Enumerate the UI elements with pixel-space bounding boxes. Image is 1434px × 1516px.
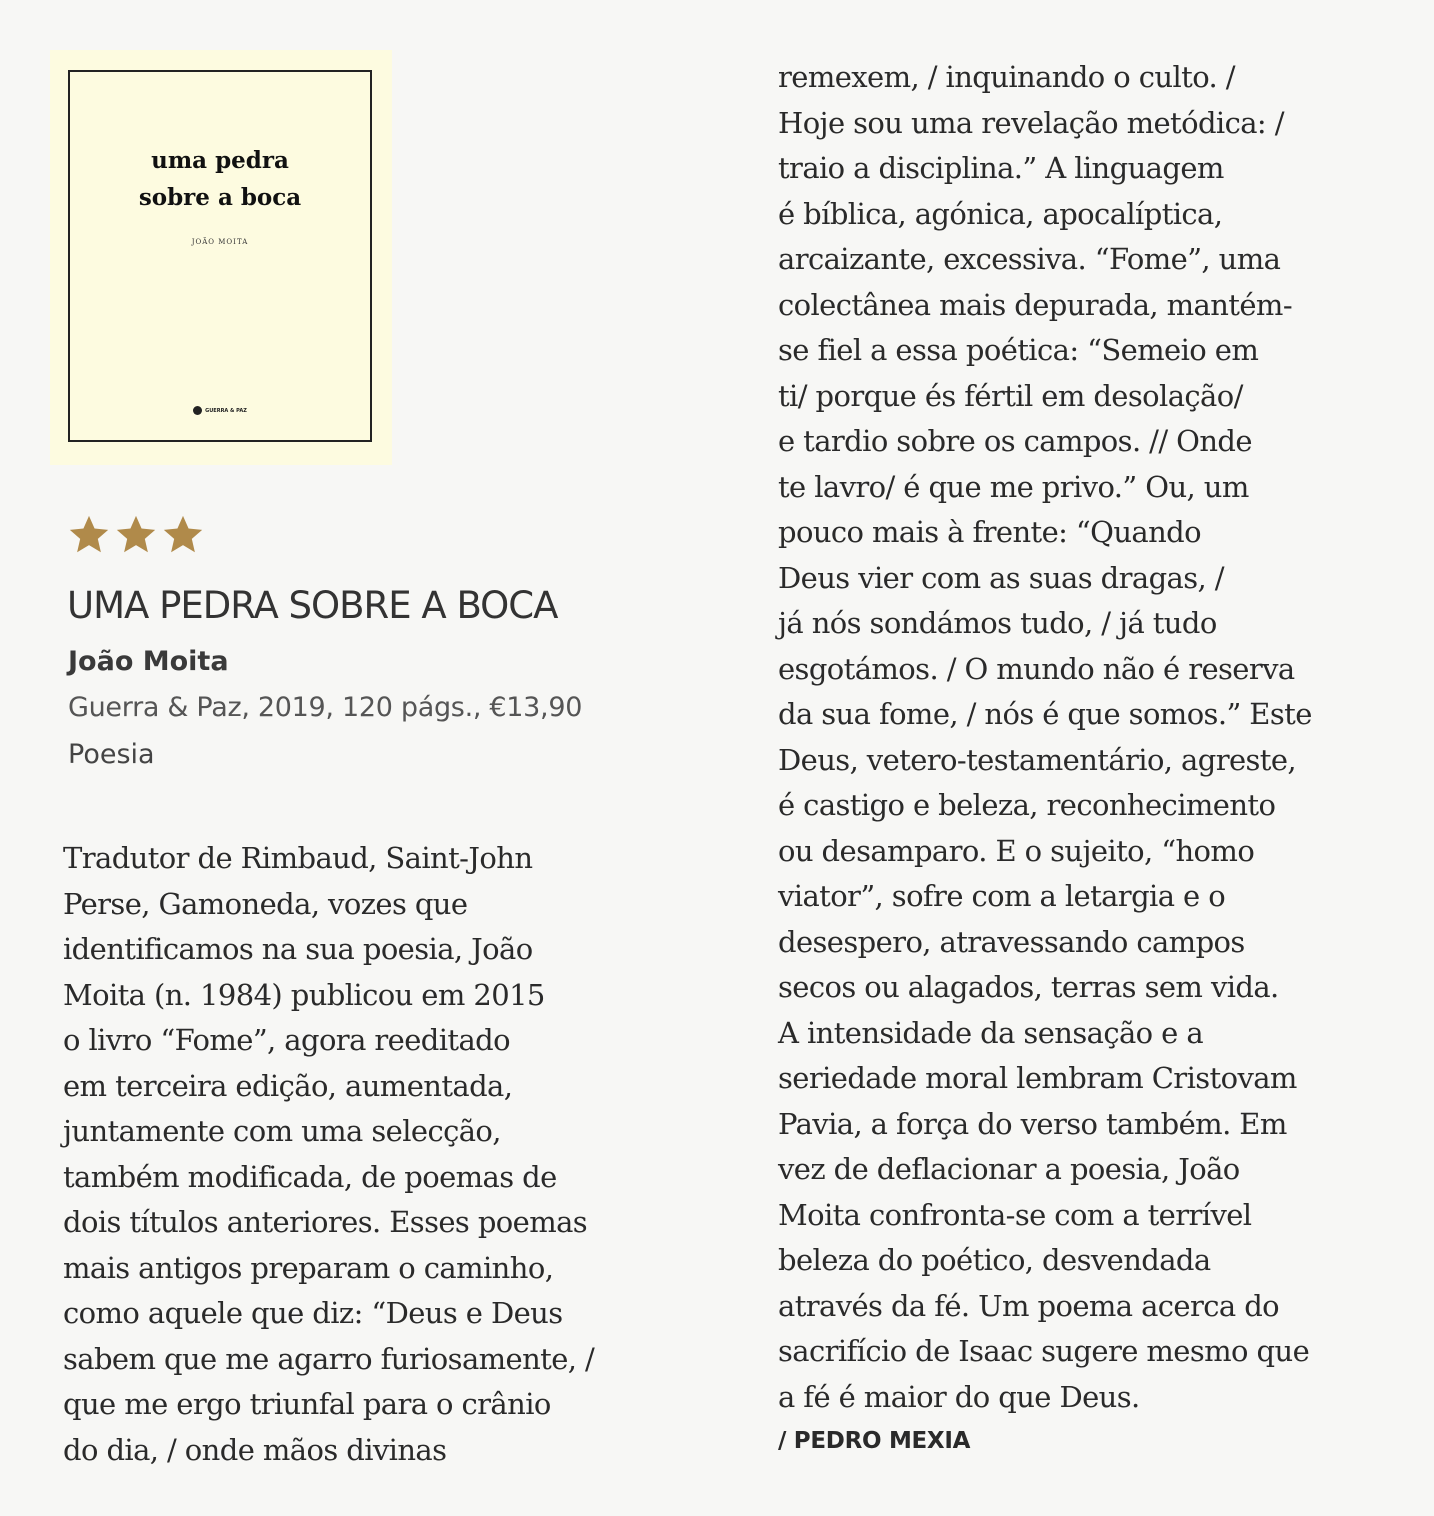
review-text-line: Deus, vetero-testamentário, agreste, <box>778 742 1297 777</box>
review-text-line: é bíblica, agónica, apocalíptica, <box>778 196 1223 231</box>
review-text-line: pouco mais à frente: “Quando <box>778 515 1202 549</box>
book-cover-image <box>50 50 392 465</box>
review-text-line: remexem, / inquinando o culto. / <box>778 60 1235 94</box>
publisher-name: GUERRA & PAZ <box>205 407 247 414</box>
review-text-line: e tardio sobre os campos. // Onde <box>778 424 1252 458</box>
book-publication-details: Guerra & Paz, 2019, 120 págs., €13,90 <box>68 692 583 723</box>
review-text-line: da sua fome, / nós é que somos.” Este <box>778 697 1312 731</box>
review-text-line: ou desamparo. E o sujeito, “homo <box>778 833 1255 868</box>
star-icon <box>113 512 159 558</box>
star-icon <box>66 512 112 558</box>
review-text-line: Tradutor de Rimbaud, Saint-John <box>63 841 533 875</box>
book-genre: Poesia <box>68 739 155 770</box>
review-text-line: te lavro/ é que me privo.” Ou, um <box>778 469 1249 504</box>
review-text-line: Deus vier com as suas dragas, / <box>778 560 1224 595</box>
review-text-line: já nós sondámos tudo, / já tudo <box>778 606 1217 640</box>
review-text-line: seriedade moral lembram Cristovam <box>778 1061 1297 1095</box>
review-text-line: Pavia, a força do verso também. Em <box>778 1106 1287 1141</box>
cover-publisher <box>70 406 370 415</box>
review-text-line: a fé é maior do que Deus. <box>778 1379 1140 1414</box>
review-text-line: também modificada, de poemas de <box>63 1159 557 1194</box>
cover-frame <box>68 70 372 442</box>
review-signature: / PEDRO MEXIA <box>778 1428 971 1454</box>
review-text-line: através da fé. Um poema acerca do <box>778 1288 1280 1323</box>
review-text-line: sabem que me agarro furiosamente, / <box>63 1341 595 1376</box>
review-text-line: é castigo e beleza, reconhecimento <box>778 788 1276 822</box>
publisher-logo-icon <box>193 406 202 415</box>
review-text-line: secos ou alagados, terras sem vida. <box>778 970 1279 1004</box>
review-text-line: beleza do poético, desvendada <box>778 1243 1211 1277</box>
review-column-left <box>63 836 594 1473</box>
review-text-line: traio a disciplina.” A linguagem <box>778 151 1224 185</box>
review-text-line: sacrifício de Isaac sugere mesmo que <box>778 1334 1310 1368</box>
review-text-line: mais antigos preparam o caminho, <box>63 1250 554 1285</box>
cover-author: JOÃO MOITA <box>191 238 249 246</box>
review-text-line: ti/ porque és fértil em desolação/ <box>778 378 1243 413</box>
review-text-line: A intensidade da sensação e a <box>778 1015 1204 1050</box>
star-icon <box>160 512 206 558</box>
review-text-line: juntamente com uma selecção, <box>63 1114 501 1148</box>
review-text-line: que me ergo triunfal para o crânio <box>63 1387 551 1421</box>
review-text-line: arcaizante, excessiva. “Fome”, uma <box>778 242 1281 276</box>
cover-title: uma pedra sobre a boca <box>138 147 302 211</box>
review-text-line: Moita confronta-se com a terrível <box>778 1197 1252 1232</box>
book-author: João Moita <box>68 646 229 677</box>
review-text-line: desespero, atravessando campos <box>778 924 1245 959</box>
review-text-line: viator”, sofre com a letargia e o <box>778 879 1226 913</box>
review-text-line: Hoje sou uma revelação metódica: / <box>778 105 1284 140</box>
book-title: UMA PEDRA SOBRE A BOCA <box>67 584 558 627</box>
review-text-line: do dia, / onde mãos divinas <box>63 1432 447 1467</box>
review-text-line: o livro “Fome”, agora reeditado <box>63 1023 510 1057</box>
rating-stars <box>66 512 206 558</box>
review-text-line: como aquele que diz: “Deus e Deus <box>63 1296 563 1330</box>
review-text-line: em terceira edição, aumentada, <box>63 1068 513 1103</box>
review-text-line: vez de deflacionar a poesia, João <box>778 1152 1240 1186</box>
review-column-right <box>778 55 1312 1420</box>
review-text-line: colectânea mais depurada, mantém- <box>778 287 1293 322</box>
review-text-line: se fiel a essa poética: “Semeio em <box>778 333 1259 367</box>
review-text-line: Perse, Gamoneda, vozes que <box>63 886 468 921</box>
review-text-line: esgotámos. / O mundo não é reserva <box>778 651 1295 686</box>
review-text-line: Moita (n. 1984) publicou em 2015 <box>63 977 545 1012</box>
review-text-line: identificamos na sua poesia, João <box>63 932 533 966</box>
review-text-line: dois títulos anteriores. Esses poemas <box>63 1205 588 1239</box>
